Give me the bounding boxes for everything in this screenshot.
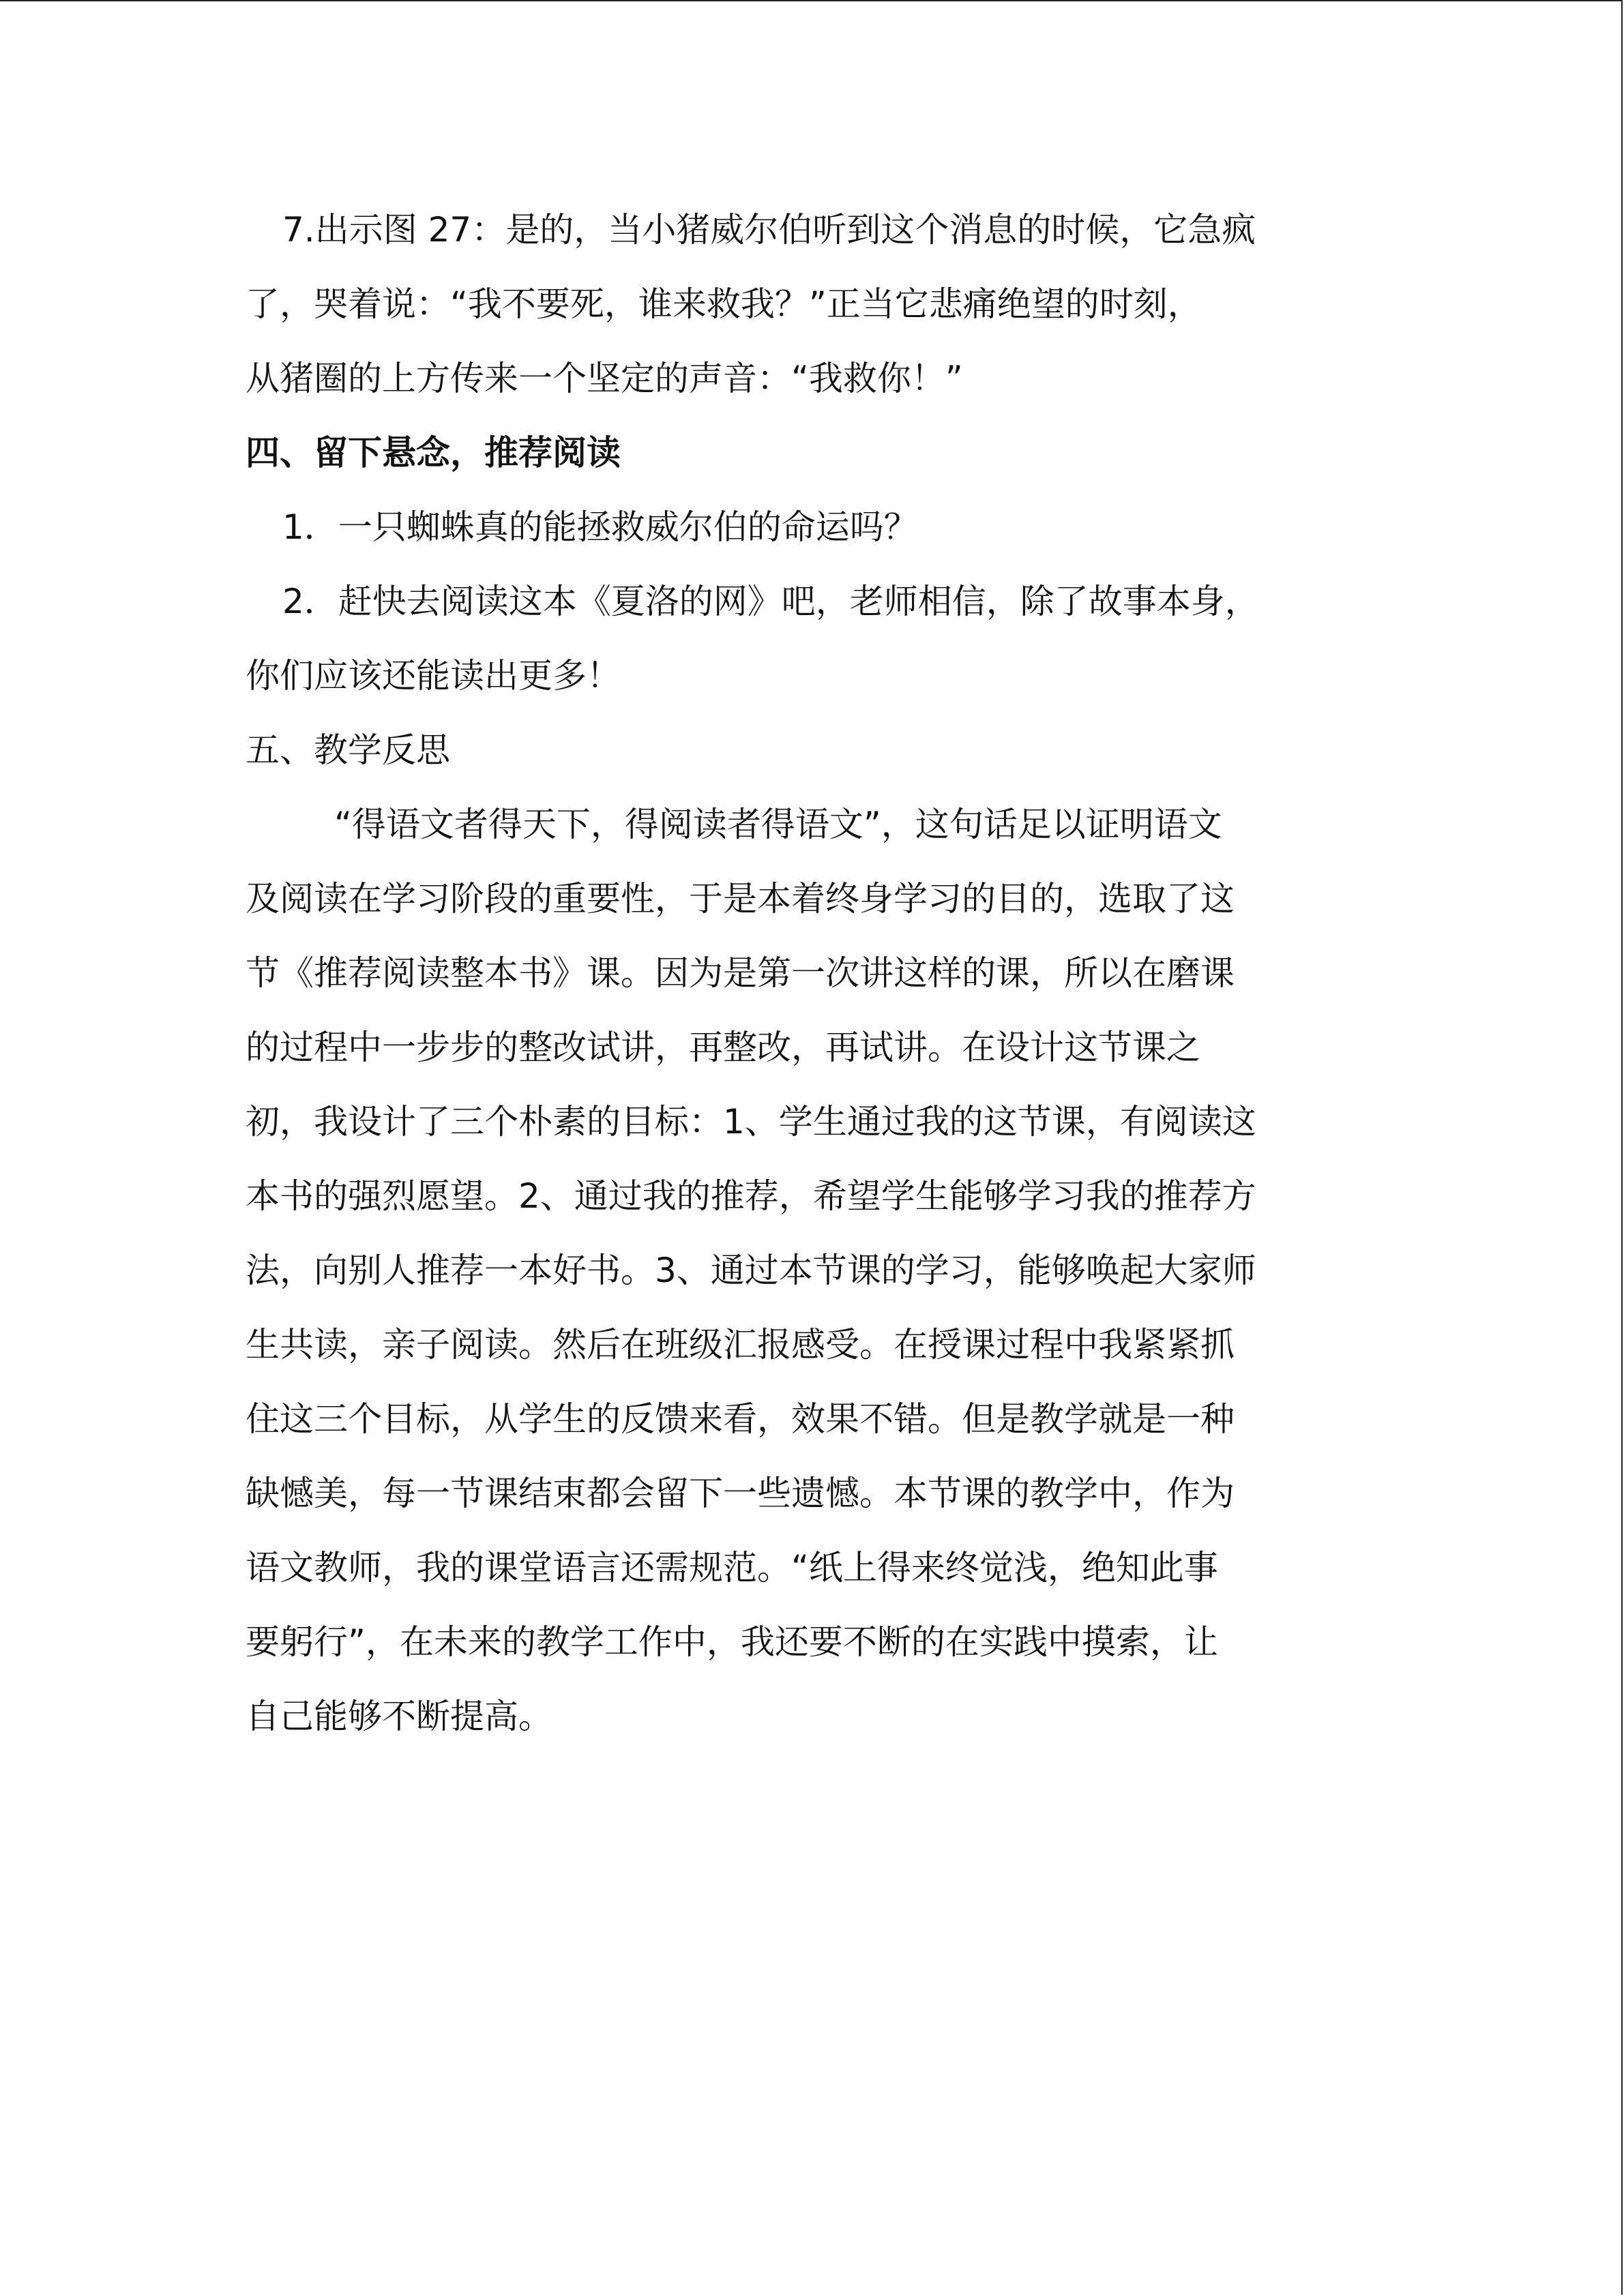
text-line: 了，哭着说：“我不要死，谁来救我？”正当它悲痛绝望的时刻， [246,284,1202,324]
document-body [246,193,1378,1754]
text-line: 住这三个目标，从学生的反馈来看，效果不错。但是教学就是一种 [246,1399,1235,1439]
text-line: 缺憾美，每一节课结束都会留下一些遗憾。本节课的教学中，作为 [246,1474,1235,1513]
text-line: 7.出示图 27：是的，当小猪威尔伯听到这个消息的时候，它急疯 [282,210,1256,250]
text-line: 节《推荐阅读整本书》课。因为是第一次讲这样的课，所以在磨课 [246,953,1235,993]
text-line: 生共读，亲子阅读。然后在班级汇报感受。在授课过程中我紧紧抓 [246,1325,1235,1365]
text-line: 本书的强烈愿望。2、通过我的推荐，希望学生能够学习我的推荐方 [246,1176,1256,1216]
text-line: 要躬行”，在未来的教学工作中，我还要不断的在实践中摸索，让 [246,1622,1218,1662]
text-line: 初，我设计了三个朴素的目标：1、学生通过我的这节课，有阅读这 [246,1102,1256,1142]
text-line: “得语文者得天下，得阅读者得语文”，这句话足以证明语文 [334,805,1222,844]
text-line: 自己能够不断提高。 [246,1697,552,1736]
list-item: 2．赶快去阅读这本《夏洛的网》吧，老师相信，除了故事本身， [282,582,1259,621]
text-line: 的过程中一步步的整改试讲，再整改，再试讲。在设计这节课之 [246,1028,1200,1067]
text-line: 法，向别人推荐一本好书。3、通过本节课的学习，能够唤起大家师 [246,1251,1256,1290]
section-heading: 四、留下悬念，推荐阅读 [246,433,621,473]
section-4 [246,416,1378,713]
section-5 [246,713,1378,1754]
text-line: 及阅读在学习阶段的重要性，于是本着终身学习的目的，选取了这 [246,879,1235,919]
section-heading: 五、教学反思 [246,730,450,770]
text-line: 语文教师，我的课堂语言还需规范。“纸上得来终觉浅，绝知此事 [246,1548,1218,1587]
paragraph-7 [246,193,1378,416]
text-line: 从猪圈的上方传来一个坚定的声音：“我救你！” [246,359,963,398]
list-item: 1．一只蜘蛛真的能拯救威尔伯的命运吗？ [282,507,918,547]
text-line: 你们应该还能读出更多！ [246,656,621,696]
